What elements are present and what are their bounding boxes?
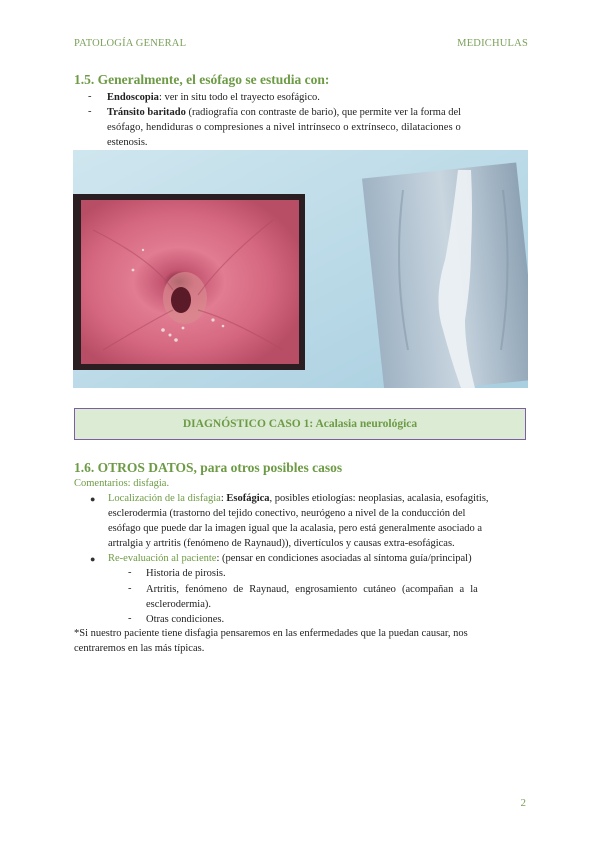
- sub-item-2-line2: esclerodermia).: [146, 599, 212, 610]
- barium-item-line1: Tránsito baritado (radiografía con contraste de bario), que permite ver la forma del: [107, 107, 462, 118]
- bullet2-line: Re-evaluación al paciente: (pensar en condiciones asociadas al síntoma guía/principal): [108, 553, 472, 564]
- page-number: 2: [520, 797, 526, 809]
- bullet1-line2: esclerodermia (trastorno del tejido conectivo, neurógeno a nivel de la conducción del: [108, 508, 466, 519]
- esophagus-images-photo: [73, 150, 528, 388]
- barium-item-line3: estenosis.: [107, 137, 148, 148]
- endoscopy-item: [107, 91, 527, 106]
- diagnosis-box: [74, 408, 526, 440]
- note-line1: *Si nuestro paciente tiene disfagia pensaremos en las enfermedades que la puedan causar, nos: [74, 628, 468, 639]
- esophagus-images-svg: [73, 150, 528, 388]
- bullet1-bold: Esofágica: [226, 493, 270, 504]
- bullet2-label: Re-evaluación al paciente: [108, 553, 217, 564]
- dash-marker: -: [88, 91, 92, 102]
- section-1-5-title: 1.5. Generalmente, el esófago se estudia con:: [74, 72, 330, 87]
- barium-item-line2: esófago, hendiduras o compresiones a nivel intrínseco o extrínseco, dilataciones o: [107, 122, 461, 133]
- bullet-marker: ●: [90, 494, 96, 504]
- dash-marker: -: [128, 567, 132, 578]
- endoscopy-text: : ver in situ todo el trayecto esofágico.: [158, 92, 320, 103]
- sub-item-1: Historia de pirosis.: [146, 568, 226, 579]
- bullet1-line3: esófago que puede dar la imagen igual que la acalasia, pero está generalmente asociado a: [108, 523, 483, 534]
- note-line2: centraremos en las más típicas.: [74, 643, 205, 654]
- diagnosis-text: DIAGNÓSTICO CASO 1: Acalasia neurológica: [182, 418, 418, 430]
- dash-marker: -: [88, 106, 92, 117]
- bullet-marker: ●: [90, 554, 96, 564]
- barium-label: Tránsito baritado: [107, 107, 186, 118]
- bullet1-label: Localización de la disfagia: [108, 493, 221, 504]
- dash-marker: -: [128, 613, 132, 624]
- bullet1-line4: artralgia y artritis (fenómeno de Raynaud)), divertículos y causas extra-esofágicas.: [108, 538, 455, 549]
- header-left: PATOLOGÍA GENERAL: [74, 38, 187, 49]
- header-right: MEDICHULAS: [457, 38, 528, 49]
- endoscopy-label: Endoscopia: [107, 92, 159, 103]
- sub-item-2-line1: Artritis, fenómeno de Raynaud, engrosamiento cutáneo (acompañan a la: [146, 584, 478, 595]
- comments-line: Comentarios: disfagia.: [74, 478, 170, 489]
- dash-marker: -: [128, 583, 132, 594]
- bullet1-line1: Localización de la disfagia: Esofágica, posibles etiologías: neoplasias, acalasia, esofagitis,: [108, 493, 489, 504]
- sub-item-3: Otras condiciones.: [146, 614, 225, 625]
- section-1-6-title: 1.6. OTROS DATOS, para otros posibles casos: [74, 460, 343, 475]
